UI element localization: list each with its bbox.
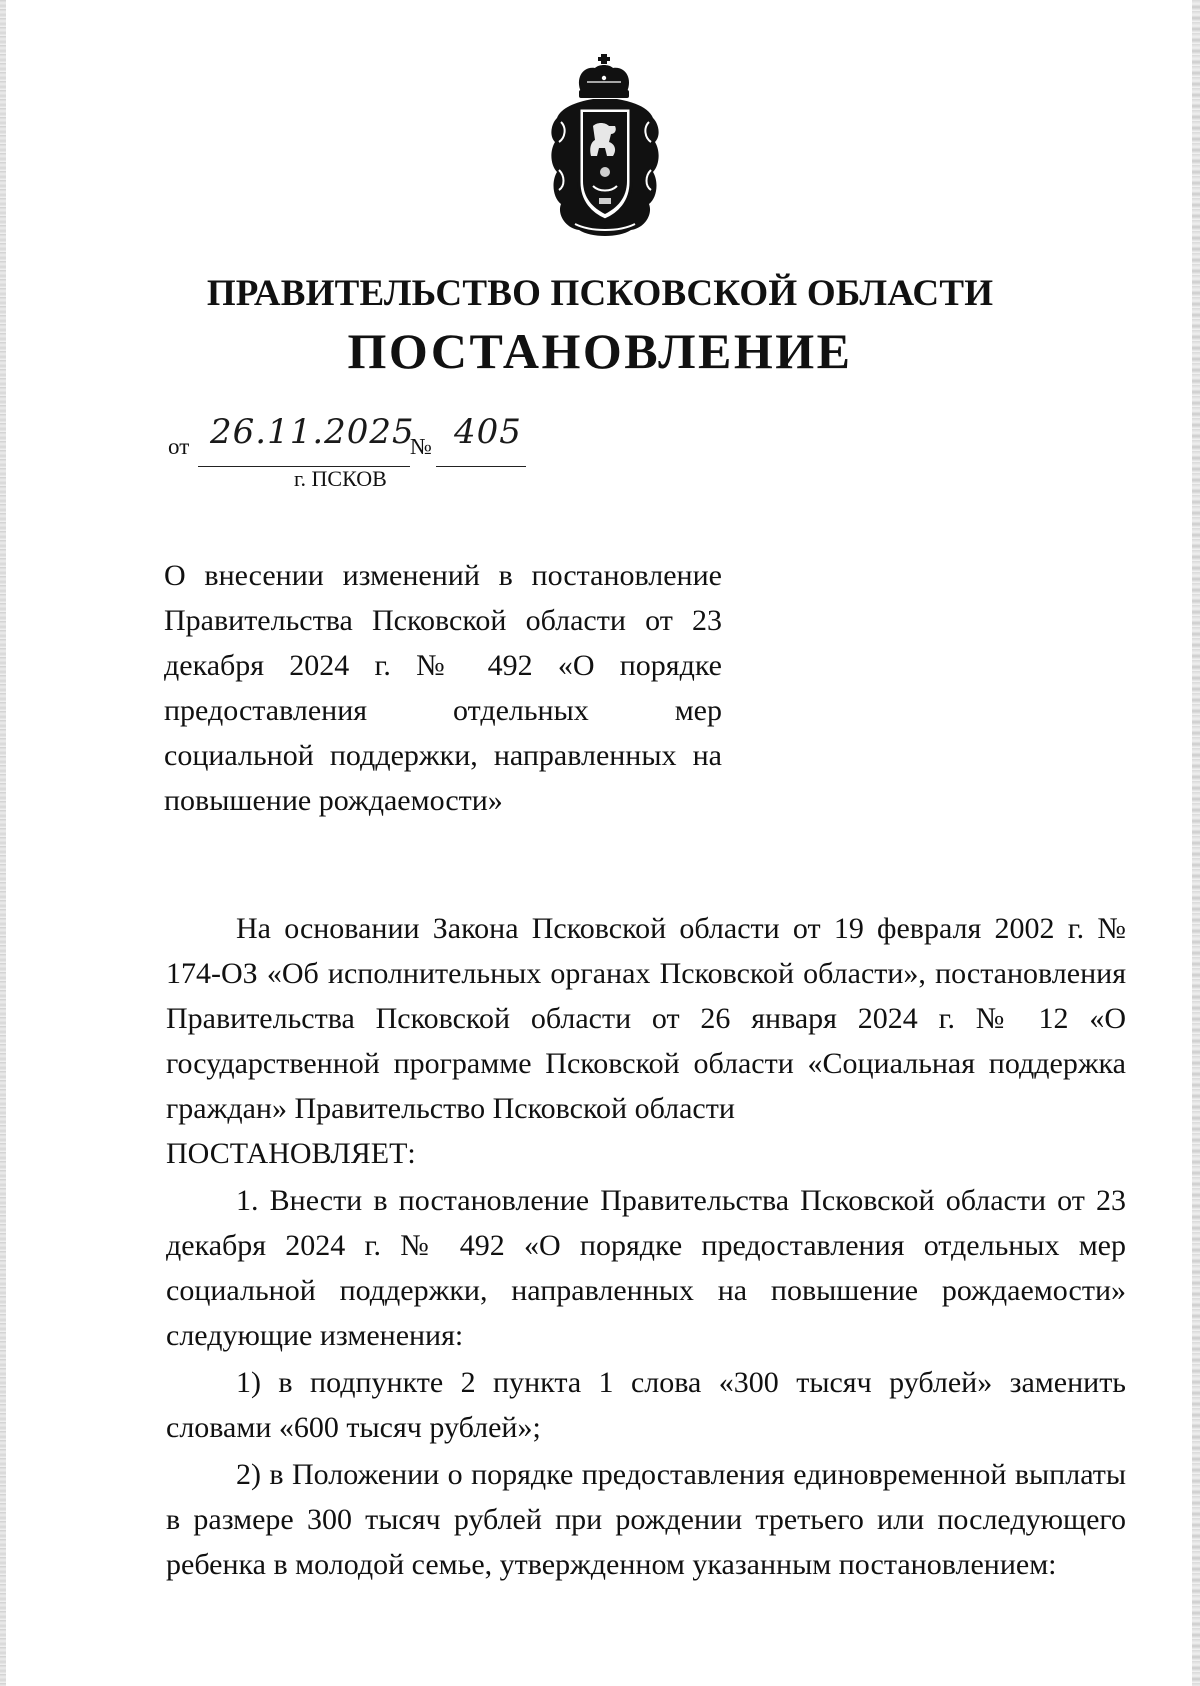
number-underline: [436, 466, 526, 467]
number-prefix: №: [410, 434, 432, 459]
date-prefix: от: [168, 434, 190, 459]
scan-edge-left: [0, 0, 6, 1686]
subitem-2-paragraph: 2) в Положении о порядке предоставления единовременной выплаты в размере 300 тысяч рублей при рождении третьего или последующего ребенка в молодой семье, утвержденном указанным постановлением:: [166, 1458, 1126, 1581]
subitem-1-paragraph: 1) в подпункте 2 пункта 1 слова «300 тысяч рублей» заменить словами «600 тысяч рублей»;: [166, 1366, 1126, 1444]
coat-of-arms-icon: [535, 52, 675, 242]
handwritten-number: 405: [454, 412, 522, 452]
scan-edge-right: [1192, 0, 1200, 1686]
decree-word: ПОСТАНОВЛЯЕТ:: [166, 1137, 416, 1170]
document-body: [166, 906, 1126, 1587]
preamble-paragraph: На основании Закона Псковской области от 19 февраля 2002 г. № 174-ОЗ «Об исполнительных органах Псковской области», постановления Правительства Псковской области от 26 января 2024 г. № 12 «О государственной программе Псковской области «Социальная поддержка граждан» Правительство Псковской области: [166, 912, 1126, 1125]
handwritten-date: 26.11.2025: [210, 412, 415, 452]
city-label: г. ПСКОВ: [294, 466, 387, 491]
organization-title: ПРАВИТЕЛЬСТВО ПСКОВСКОЙ ОБЛАСТИ: [206, 273, 994, 314]
item-1-paragraph: 1. Внести в постановление Правительства Псковской области от 23 декабря 2024 г. № 492 «О порядке предоставления отдельных мер социальной поддержки, направленных на повышение рождаемости» следующие изменения:: [166, 1184, 1126, 1352]
document-subject: О внесении изменений в постановление Правительства Псковской области от 23 декабря 2024 г. № 492 «О порядке предоставления отдельных мер социальной поддержки, направленных на повышение рождаемости»: [164, 559, 722, 817]
document-type-title: ПОСТАНОВЛЕНИЕ: [347, 323, 853, 379]
